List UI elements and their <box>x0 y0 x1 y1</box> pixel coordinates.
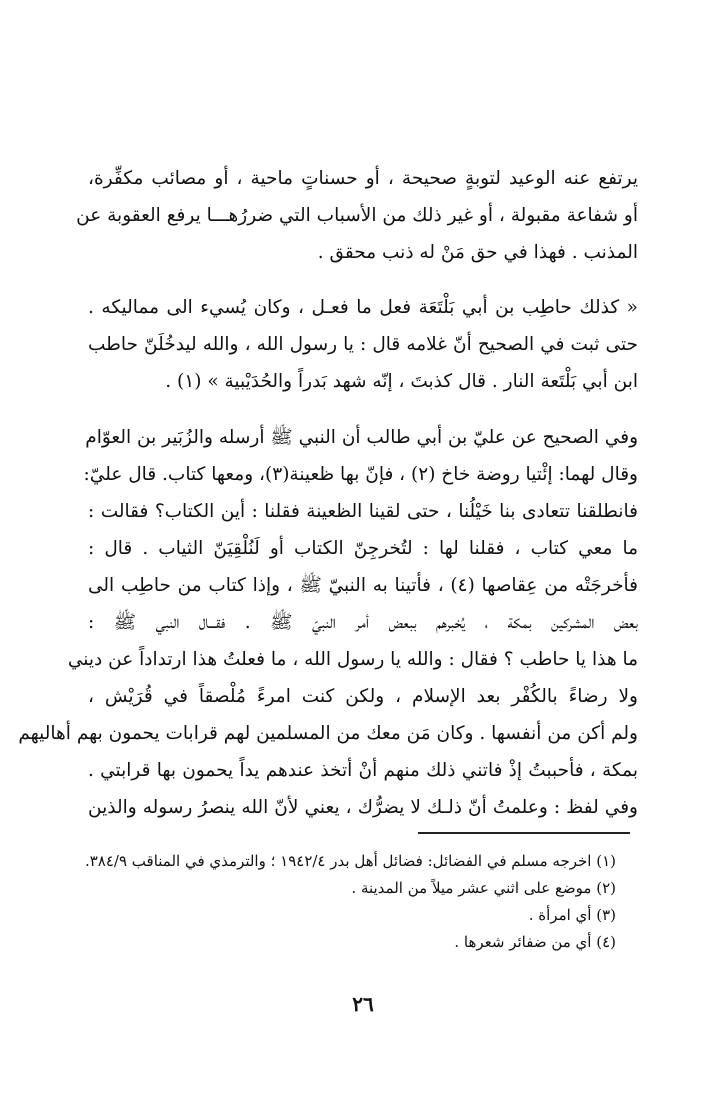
text-line: بمكة ، فأحببتُ إذْ فاتني ذلك منهم أنْ أتخذ عندهم يداً يحمون بها قرابتي . <box>88 760 638 781</box>
text-line: ابن أبي بَلْتَعة النار . قال كذبتَ ، إنّه شهد بَدراً والحُدَيْبية » (١) . <box>165 371 638 392</box>
footnote-2: (٢) موضع على اثني عشر ميلاً من المدينة . <box>351 879 616 897</box>
text-line: المذنب . فهذا في حق مَنْ له ذنب محقق . <box>317 242 638 263</box>
text-line: يرتفع عنه الوعيد لتوبةٍ صحيحة ، أو حسناتٍ ماحية ، أو مصائب مكفِّرة، <box>88 168 638 189</box>
text-line: وفي الصحيح عن عليّ بن أبي طالب أن النبي ﷺ أرسله والزُبَير بن العوّام <box>85 427 638 448</box>
footnote-3: (٣) أي امرأة . <box>528 906 616 924</box>
text-line: ما هذا يا حاطب ؟ فقال : والله يا رسول الله ، ما فعلتُ هذا ارتداداً عن ديني <box>67 649 638 670</box>
footnotes <box>84 848 616 956</box>
page-number: ٢٦ <box>352 992 374 1016</box>
footnote-1: (١) اخرجه مسلم في الفضائل: فضائل أهل بدر ١٩٤٢/٤ ؛ والترمذي في المناقب ٣٨٤/٩. <box>84 852 616 870</box>
text-line: ولم أكن من أنفسها . وكان مَن معك من المسلمين لهم قرابات يحمون بهم أهاليهم <box>18 723 638 744</box>
footnote-4: (٤) أي من ضفائر شعرها . <box>454 933 616 951</box>
footnote-divider <box>418 832 630 834</box>
text-line: ولا رضاءً بالكُفْر بعد الإسلام ، ولكن كنت امرءً مُلْصقاً في قُرَيْش ، <box>88 686 638 707</box>
text-line: فانطلقنا تتعادى بنا خَيْلُنا ، حتى لقينا الظعينة فقلنا : أين الكتاب؟ فقالت : <box>88 501 638 522</box>
text-line: ما معي كتاب ، فقلنا لها : لتُخرجِنّ الكتاب أو لَنُلْقِيَنّ الثياب . قال : <box>88 538 638 559</box>
text-line: أو شفاعة مقبولة ، أو غير ذلك من الأسباب التي ضررُهـــا يرفع العقوبة عن <box>76 205 638 226</box>
text-line: بعض المشركين بمكة ، يُخبرهم ببعض أمر النبيّ ﷺ . فقـــال النبي ﷺ : <box>88 612 638 633</box>
paragraph-3 <box>18 419 638 826</box>
text-line: وقال لهما: إئْتيا روضة خاخ (٢) ، فإنّ بها ظعينة(٣)، ومعها كتاب. قال عليّ: <box>83 464 638 485</box>
paragraph-2 <box>88 289 638 400</box>
text-line: وفي لفظ : وعلمتُ أنّ ذلـك لا يضرُّك ، يعني لأنّ الله ينصرُ رسوله والذين <box>88 797 638 818</box>
text-line: « كذلك حاطِب بن أبي بَلْتَعَة فعل ما فعـل ، وكان يُسيء الى مماليكه . <box>88 297 638 318</box>
text-line: حتى ثبت في الصحيح أنّ غلامه قال : يا رسول الله ، والله ليدخُلَنّ حاطب <box>88 334 638 355</box>
paragraph-1 <box>76 160 638 271</box>
text-line: فأخرجَتْه من عِقاصها (٤) ، فأتينا به النبيّ ﷺ ، وإذا كتاب من حاطِب الى <box>88 575 638 596</box>
